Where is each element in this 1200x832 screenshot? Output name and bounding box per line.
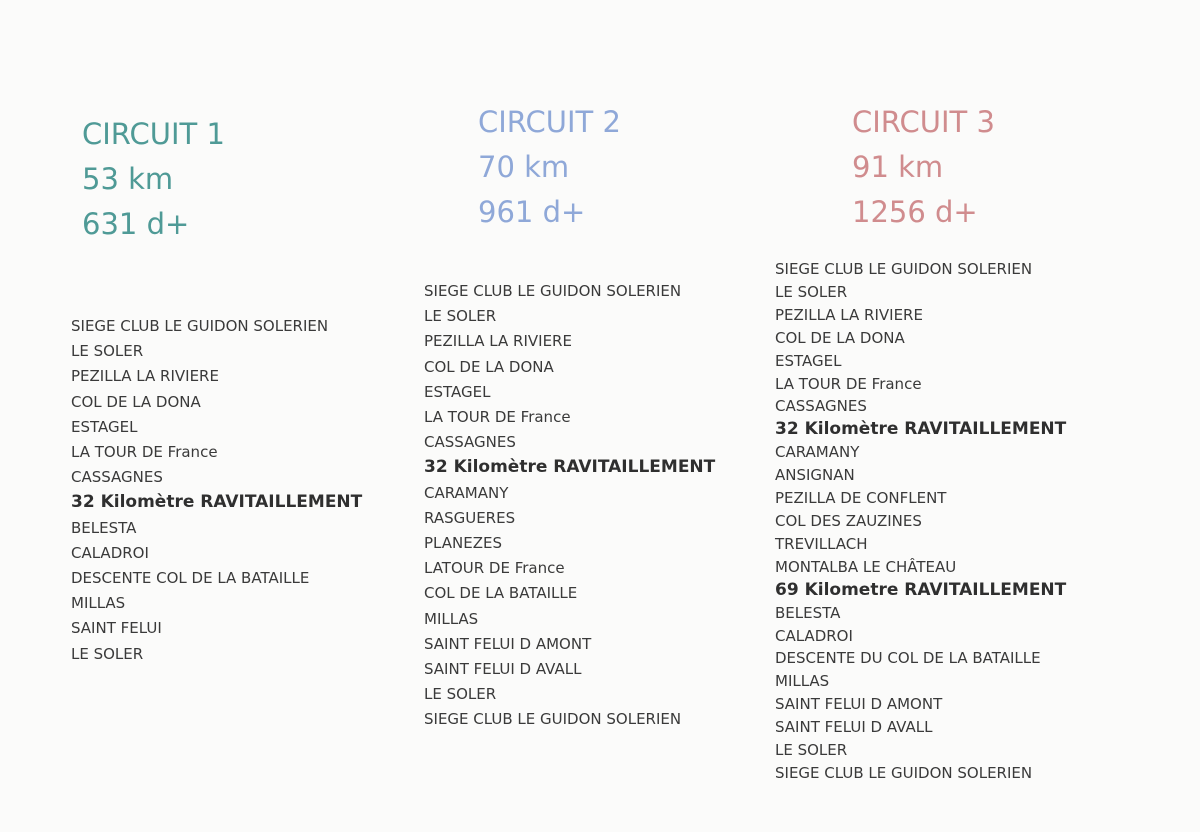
route-stop: LATOUR DE France (424, 559, 565, 578)
route-stop: SIEGE CLUB LE GUIDON SOLERIEN (424, 282, 682, 300)
route-stop: LE SOLER (71, 342, 144, 361)
route-stop: SAINT FELUI D AMONT (775, 695, 943, 714)
route-stop: LE SOLER (775, 741, 848, 760)
route-stop: COL DE LA DONA (424, 357, 554, 376)
route-stop: PEZILLA LA RIVIERE (424, 332, 572, 351)
circuit-3-title: CIRCUIT 3 (852, 105, 995, 139)
route-stop: DESCENTE COL DE LA BATAILLE (71, 569, 310, 588)
circuit-2-route-list (424, 279, 715, 733)
route-stop: SAINT FELUI D AVALL (424, 660, 582, 679)
refuel-stop: 69 Kilometre RAVITAILLEMENT (775, 579, 1067, 600)
circuit-3-distance: 91 km (852, 150, 944, 184)
route-stop: LA TOUR DE France (424, 408, 571, 427)
circuit-3-elevation: 1256 d+ (852, 195, 978, 229)
route-stop: RASGUERES (424, 508, 516, 527)
route-stop: BELESTA (775, 603, 841, 622)
route-stop: PEZILLA LA RIVIERE (71, 367, 219, 386)
route-stop: MONTALBA LE CHÂTEAU (775, 557, 957, 576)
route-stop: CALADROI (775, 626, 853, 645)
route-stop: ESTAGEL (424, 382, 491, 401)
circuit-1-title: CIRCUIT 1 (82, 117, 225, 151)
route-stop: TREVILLACH (775, 534, 868, 553)
route-stop: SAINT FELUI D AVALL (775, 718, 933, 737)
route-stop: PEZILLA LA RIVIERE (775, 305, 923, 324)
route-stop: CASSAGNES (71, 468, 163, 487)
route-stop: CARAMANY (775, 443, 860, 462)
route-stop: SIEGE CLUB LE GUIDON SOLERIEN (775, 763, 1033, 782)
route-stop: CASSAGNES (775, 397, 867, 416)
circuit-1-route-list (71, 314, 362, 667)
route-stop: COL DE LA DONA (775, 328, 905, 347)
circuit-2-distance: 70 km (478, 150, 570, 184)
route-stop: LA TOUR DE France (775, 374, 922, 393)
route-stop: BELESTA (71, 518, 137, 537)
refuel-stop: 32 Kilomètre RAVITAILLEMENT (775, 419, 1067, 440)
route-stop: ESTAGEL (775, 351, 842, 370)
circuit-1-heading (82, 112, 225, 247)
route-stop: ESTAGEL (71, 417, 138, 436)
route-stop: LE SOLER (71, 644, 144, 663)
circuit-1-distance: 53 km (82, 162, 174, 196)
circuit-1-elevation: 631 d+ (82, 207, 190, 241)
route-stop: COL DE LA DONA (71, 392, 201, 411)
route-stop: MILLAS (71, 594, 126, 613)
circuit-2-elevation: 961 d+ (478, 195, 586, 229)
route-stop: ANSIGNAN (775, 466, 855, 485)
route-stop: LE SOLER (775, 282, 848, 301)
route-stop: CALADROI (71, 543, 149, 562)
route-stop: MILLAS (424, 609, 479, 628)
route-stop: SIEGE CLUB LE GUIDON SOLERIEN (424, 710, 682, 729)
route-stop: DESCENTE DU COL DE LA BATAILLE (775, 649, 1041, 668)
route-stop: PLANEZES (424, 534, 502, 553)
circuit-2-title: CIRCUIT 2 (478, 105, 621, 139)
route-stop: SAINT FELUI D AMONT (424, 634, 592, 653)
route-stop: PEZILLA DE CONFLENT (775, 489, 947, 508)
route-stop: CARAMANY (424, 483, 509, 502)
route-stop: SAINT FELUI (71, 619, 162, 638)
circuit-2-heading (478, 100, 621, 235)
refuel-stop: 32 Kilomètre RAVITAILLEMENT (424, 457, 716, 478)
route-stop: SIEGE CLUB LE GUIDON SOLERIEN (71, 317, 329, 335)
route-stop: LA TOUR DE France (71, 443, 218, 462)
route-stop: COL DES ZAUZINES (775, 511, 922, 530)
route-stop: COL DE LA BATAILLE (424, 584, 578, 603)
route-stop: CASSAGNES (424, 433, 516, 452)
route-stop: MILLAS (775, 672, 830, 691)
route-stop: SIEGE CLUB LE GUIDON SOLERIEN (775, 260, 1033, 278)
route-stop: LE SOLER (424, 307, 497, 326)
refuel-stop: 32 Kilomètre RAVITAILLEMENT (71, 492, 363, 513)
circuit-3-route-list (775, 258, 1066, 785)
route-stop: LE SOLER (424, 685, 497, 704)
circuit-3-heading (852, 100, 995, 235)
